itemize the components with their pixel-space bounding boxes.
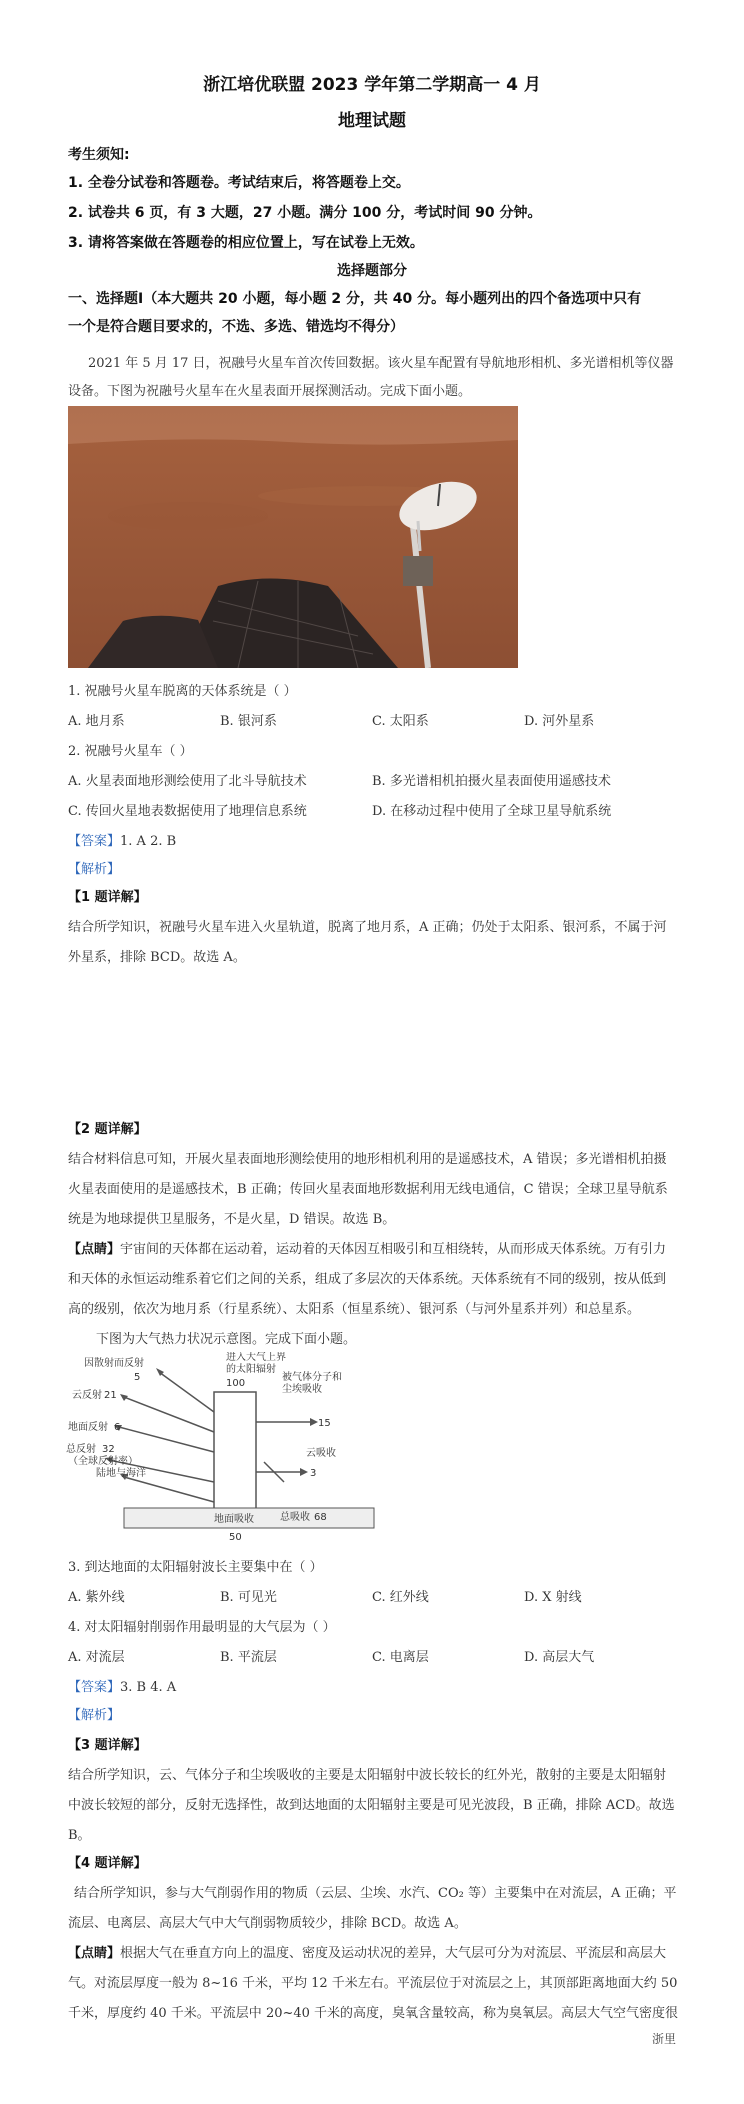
q1-option-c: C. 太阳系 <box>372 714 429 729</box>
q1-detail-text: 外星系，排除 BCD。故选 A。 <box>68 950 246 965</box>
section-label: 选择题部分 <box>337 263 407 279</box>
value-ground-reflect: 6 <box>114 1422 121 1433</box>
tip-1 <box>68 1238 666 1257</box>
tip-text: 高的级别，依次为地月系（行星系统）、太阳系（恒星系统）、银河系（与河外星系并列）和总星系。 <box>68 1302 641 1317</box>
analysis-tag: 【解析】 <box>68 862 121 877</box>
intro-text: 2021 年 5 月 17 日，祝融号火星车首次传回数据。该火星车配置有导航地形相机、多光谱相机等仪器 <box>88 356 674 371</box>
section-heading: 一个是符合题目要求的，不选、多选、错选均不得分） <box>68 319 404 335</box>
q2-detail-text: 火星表面使用的是遥感技术，B 正确；传回火星表面地形数据利用无线电通信，C 错误；全球卫星导航系 <box>68 1182 668 1197</box>
notice-item: 1. 全卷分试卷和答题卷。考试结束后，将答题卷上交。 <box>68 175 410 191</box>
intro-text: 设备。下图为祝融号火星车在火星表面开展探测活动。完成下面小题。 <box>68 384 472 399</box>
value-incoming: 100 <box>226 1378 246 1389</box>
q2-option-d: D. 在移动过程中使用了全球卫星导航系统 <box>372 804 612 819</box>
q3-option-d: D. X 射线 <box>524 1590 582 1605</box>
q2-option-a: A. 火星表面地形测绘使用了北斗导航技术 <box>68 774 307 789</box>
label-ground-reflect: 地面反射 <box>68 1422 108 1433</box>
q4-option-b: B. 平流层 <box>220 1650 277 1665</box>
answer-text: 1. A 2. B <box>120 834 177 849</box>
exam-title: 浙江培优联盟 2023 学年第二学期高一 4 月 <box>203 75 541 95</box>
label-albedo: （全球反射率） <box>68 1456 138 1467</box>
notice-item: 2. 试卷共 6 页，有 3 大题，27 小题。满分 100 分，考试时间 90 分钟。 <box>68 205 542 221</box>
label-land-sea: 陆地与海洋 <box>96 1468 146 1479</box>
answer-1-2 <box>68 830 176 849</box>
analysis-tag: 【解析】 <box>68 1708 121 1723</box>
tip-2 <box>68 1942 666 1961</box>
question-3-stem: 3. 到达地面的太阳辐射波长主要集中在（ ） <box>68 1560 323 1575</box>
q4-detail-text: 流层、电离层、高层大气中大气削弱物质较少，排除 BCD。故选 A。 <box>68 1916 467 1931</box>
q2-detail-text: 统是为地球提供卫星服务，不是火星，D 错误。故选 B。 <box>68 1212 396 1227</box>
label-gas-absorb: 尘埃吸收 <box>282 1384 322 1395</box>
label-cloud-absorb: 云吸收 <box>306 1448 336 1459</box>
q4-option-a: A. 对流层 <box>68 1650 125 1665</box>
q4-detail-heading: 【4 题详解】 <box>68 1856 147 1871</box>
mars-rover-photo <box>68 406 518 668</box>
answer-3-4 <box>68 1676 176 1695</box>
label-ground-absorb: 地面吸收 <box>214 1514 254 1525</box>
q3-detail-heading: 【3 题详解】 <box>68 1738 147 1753</box>
q3-option-b: B. 可见光 <box>220 1590 277 1605</box>
answer-tag: 【答案】 <box>68 1680 121 1695</box>
q3-detail-text: B。 <box>68 1828 91 1843</box>
tip-text: 千米，厚度约 40 千米。平流层中 20~40 千米的高度，臭氧含量较高，称为臭氧层。高层大气空气密度很 <box>68 2006 679 2021</box>
tip-text: 气。对流层厚度一般为 8~16 千米，平均 12 千米左右。平流层位于对流层之上，其顶部距离地面大约 50 <box>68 1976 678 1991</box>
q1-option-a: A. 地月系 <box>68 714 125 729</box>
tip-text: 根据大气在垂直方向上的温度、密度及运动状况的差异，大气层可分为对流层、平流层和高层大 <box>120 1946 667 1961</box>
value-cloud-reflect: 21 <box>104 1390 117 1401</box>
q1-option-d: D. 河外星系 <box>524 714 595 729</box>
notice-item: 3. 请将答案做在答题卷的相应位置上，写在试卷上无效。 <box>68 235 424 251</box>
label-scatter: 因散射而反射 <box>84 1358 144 1369</box>
value-total-reflect: 32 <box>102 1444 115 1455</box>
exam-subject: 地理试题 <box>338 111 406 131</box>
q2-detail-text: 结合材料信息可知，开展火星表面地形测绘使用的地形相机利用的是遥感技术，A 错误；多光谱相机拍摄 <box>68 1152 667 1167</box>
q2-option-c: C. 传回火星地表数据使用了地理信息系统 <box>68 804 307 819</box>
notice-heading: 考生须知: <box>68 147 130 163</box>
label-incoming: 进入大气上界 <box>226 1352 286 1363</box>
section-heading: 一、选择题Ⅰ（本大题共 20 小题，每小题 2 分，共 40 分。每小题列出的四个备选项中只有 <box>68 291 642 307</box>
value-total-absorb: 68 <box>314 1512 327 1523</box>
label-total-absorb: 总吸收 <box>280 1512 310 1523</box>
value-scatter: 5 <box>134 1372 141 1383</box>
intro-text-2: 下图为大气热力状况示意图。完成下面小题。 <box>96 1332 357 1347</box>
q3-detail-text: 结合所学知识，云、气体分子和尘埃吸收的主要是太阳辐射中波长较长的红外光，散射的主要是太阳辐射 <box>68 1768 667 1783</box>
label-gas-absorb: 被气体分子和 <box>282 1372 342 1383</box>
tip-text: 和天体的永恒运动维系着它们之间的关系，组成了多层次的天体系统。天体系统有不同的级别，按从低到 <box>68 1272 667 1287</box>
label-incoming: 的太阳辐射 <box>226 1364 276 1375</box>
answer-tag: 【答案】 <box>68 834 121 849</box>
value-gas-absorb: 15 <box>318 1418 331 1429</box>
q2-detail-heading: 【2 题详解】 <box>68 1122 147 1137</box>
q4-detail-text: 结合所学知识，参与大气削弱作用的物质（云层、尘埃、水汽、CO₂ 等）主要集中在对流层，A 正确；平 <box>74 1886 677 1901</box>
answer-text: 3. B 4. A <box>120 1680 177 1695</box>
q3-option-c: C. 红外线 <box>372 1590 429 1605</box>
q3-detail-text: 中波长较短的部分，反射无选择性，故到达地面的太阳辐射主要是可见光波段，B 正确，排除 ACD。故选 <box>68 1798 675 1813</box>
atmosphere-heat-diagram <box>64 1352 394 1544</box>
q1-detail-text: 结合所学知识，祝融号火星车进入火星轨道，脱离了地月系，A 正确；仍处于太阳系、银河系，不属于河 <box>68 920 667 935</box>
tip-tag: 【点睛】 <box>68 1946 121 1961</box>
label-total-reflect: 总反射 <box>66 1444 96 1455</box>
value-cloud-absorb: 3 <box>310 1468 317 1479</box>
tip-text: 宇宙间的天体都在运动着，运动着的天体因互相吸引和互相绕转，从而形成天体系统。万有引力 <box>120 1242 667 1257</box>
value-ground-absorb: 50 <box>229 1532 242 1543</box>
q3-option-a: A. 紫外线 <box>68 1590 125 1605</box>
q1-detail-heading: 【1 题详解】 <box>68 890 147 905</box>
q4-option-d: D. 高层大气 <box>524 1650 595 1665</box>
q4-option-c: C. 电离层 <box>372 1650 429 1665</box>
label-cloud-reflect: 云反射 <box>72 1390 102 1401</box>
page-footer: 浙里 <box>651 2032 676 2046</box>
q1-option-b: B. 银河系 <box>220 714 277 729</box>
question-4-stem: 4. 对太阳辐射削弱作用最明显的大气层为（ ） <box>68 1620 336 1635</box>
question-1-stem: 1. 祝融号火星车脱离的天体系统是（ ） <box>68 684 297 699</box>
question-2-stem: 2. 祝融号火星车（ ） <box>68 744 193 759</box>
q2-option-b: B. 多光谱相机拍摄火星表面使用遥感技术 <box>372 774 611 789</box>
tip-tag: 【点睛】 <box>68 1242 121 1257</box>
